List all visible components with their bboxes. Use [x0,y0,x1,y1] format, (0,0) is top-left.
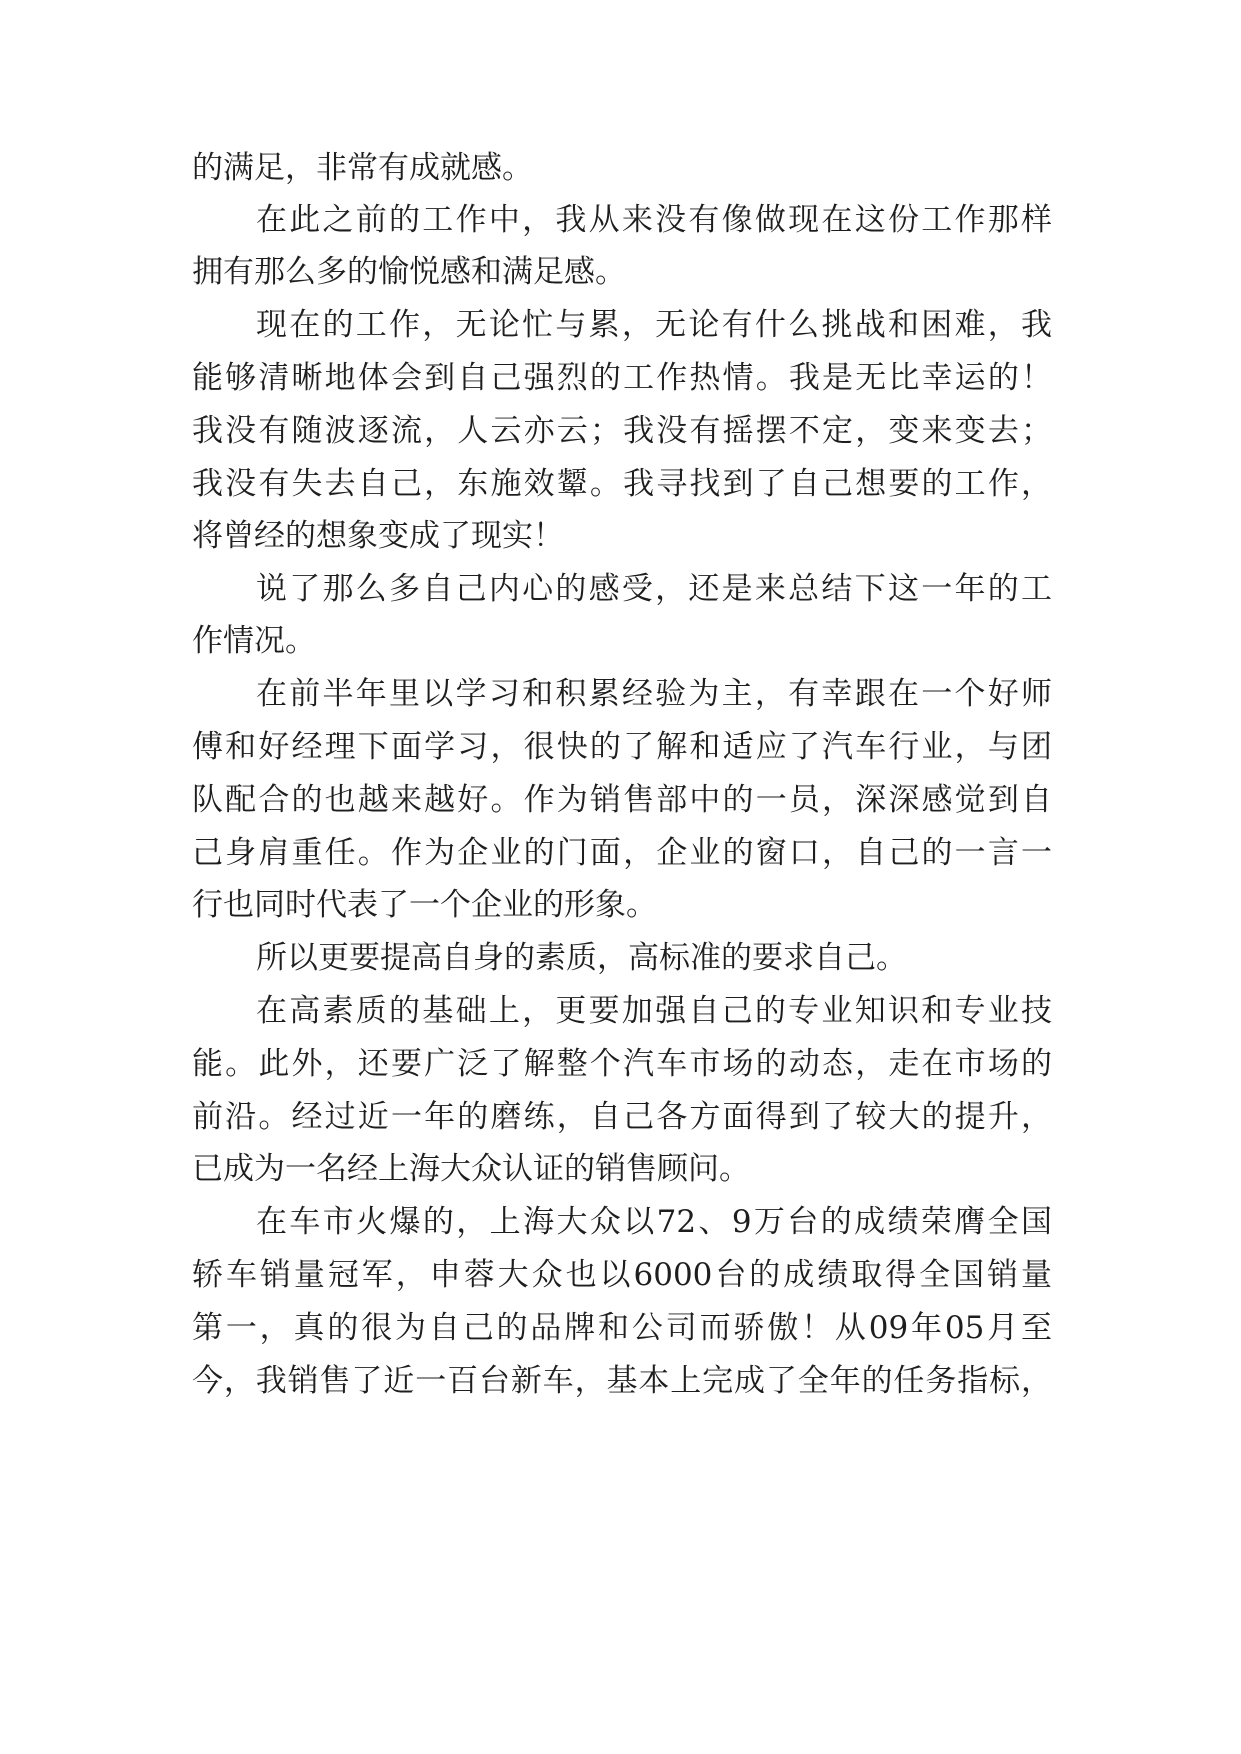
text-line-9: 说了那么多自己内心的感受，还是来总结下这一年的工 [256,571,1052,607]
text-line-13: 队配合的也越来越好。作为销售部中的一员，深深感觉到自 [192,782,1052,818]
text-line-17: 在高素质的基础上，更要加强自己的专业知识和专业技 [256,993,1052,1029]
text-line-2: 在此之前的工作中，我从来没有像做现在这份工作那样 [256,202,1052,238]
text-line-23: 第一，真的很为自己的品牌和公司而骄傲！从09年05月至 [192,1310,1052,1346]
text-line-24: 今，我销售了近一百台新车，基本上完成了全年的任务指标， [192,1363,1052,1399]
text-line-6: 我没有随波逐流，人云亦云；我没有摇摆不定，变来变去； [192,413,1052,449]
text-line-12: 傅和好经理下面学习，很快的了解和适应了汽车行业，与团 [192,729,1052,765]
text-line-4: 现在的工作，无论忙与累，无论有什么挑战和困难，我 [256,307,1052,343]
text-line-3: 拥有那么多的愉悦感和满足感。 [192,254,626,290]
text-line-11: 在前半年里以学习和积累经验为主，有幸跟在一个好师 [256,676,1052,712]
text-line-22: 轿车销量冠军，申蓉大众也以6000台的成绩取得全国销量 [192,1257,1052,1293]
text-line-10: 作情况。 [192,623,316,659]
text-line-5: 能够清晰地体会到自己强烈的工作热情。我是无比幸运的！ [192,360,1052,396]
text-line-16: 所以更要提高自身的素质，高标准的要求自己。 [256,940,907,976]
text-line-7: 我没有失去自己，东施效颦。我寻找到了自己想要的工作， [192,466,1052,502]
text-line-19: 前沿。经过近一年的磨练，自己各方面得到了较大的提升， [192,1099,1052,1135]
text-line-20: 已成为一名经上海大众认证的销售顾问。 [192,1151,750,1187]
text-line-14: 己身肩重任。作为企业的门面，企业的窗口，自己的一言一 [192,835,1052,871]
text-line-21: 在车市火爆的，上海大众以72、9万台的成绩荣膺全国 [256,1204,1052,1240]
text-line-15: 行也同时代表了一个企业的形象。 [192,887,657,923]
text-line-18: 能。此外，还要广泛了解整个汽车市场的动态，走在市场的 [192,1046,1052,1082]
text-line-8: 将曾经的想象变成了现实！ [192,518,564,554]
text-line-1: 的满足，非常有成就感。 [192,150,533,186]
